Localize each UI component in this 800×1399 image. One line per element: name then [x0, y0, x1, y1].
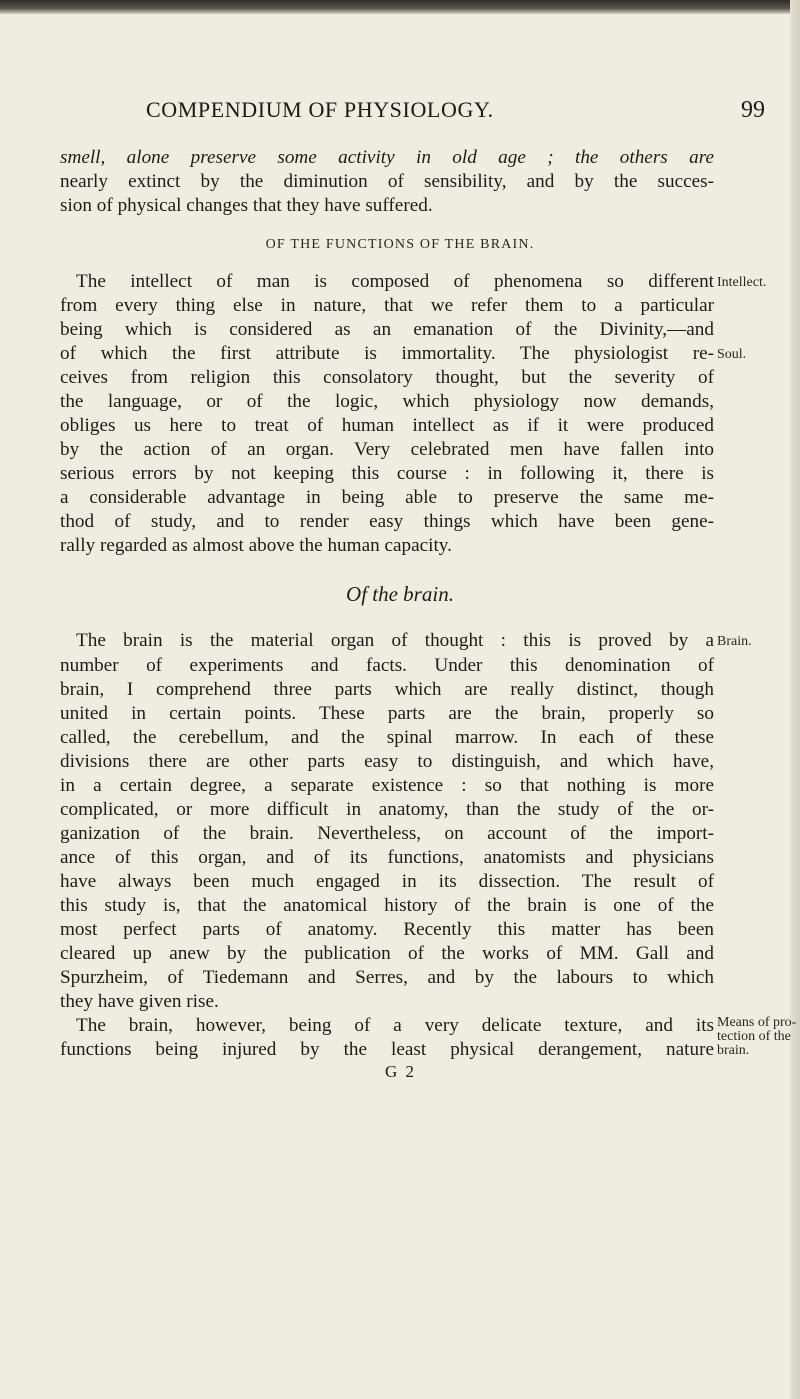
text-line: serious errors by not keeping this course : in following it, there is	[60, 463, 714, 484]
text-line: thod of study, and to render easy things which have been gene-	[60, 511, 714, 532]
text-line: brain, I comprehend three parts which are really distinct, though	[60, 679, 714, 700]
margin-note-means-2: tection of the	[717, 1029, 791, 1044]
text-line: obliges us here to treat of human intellect as if it were produced	[60, 415, 714, 436]
text-line: being which is considered as an emanation of the Divinity,—and	[60, 319, 714, 340]
text-line: the language, or of the logic, which physiology now demands,	[60, 391, 714, 412]
text-line: Spurzheim, of Tiedemann and Serres, and by the labours to which	[60, 967, 714, 988]
text-line: ance of this organ, and of its functions, anatomists and physicians	[60, 847, 714, 868]
text-line: ganization of the brain. Nevertheless, on account of the import-	[60, 823, 714, 844]
text-line: a considerable advantage in being able to preserve the same me-	[60, 487, 714, 508]
text-line: functions being injured by the least physical derangement, nature	[60, 1039, 714, 1060]
section-heading: OF THE FUNCTIONS OF THE BRAIN.	[265, 237, 535, 252]
text-line: The brain is the material organ of thought : this is proved by a	[76, 630, 714, 651]
text-line: The brain, however, being of a very delicate texture, and its	[76, 1015, 714, 1036]
text-line: The intellect of man is composed of phenomena so different	[76, 271, 714, 292]
margin-note-intellect: Intellect.	[717, 275, 767, 290]
text-line: smell, alone preserve some activity in old age ; the others are	[60, 147, 714, 168]
running-title: COMPENDIUM OF PHYSIOLOGY.	[146, 97, 494, 122]
margin-note-brain: Brain.	[717, 634, 752, 649]
text-line: rally regarded as almost above the human capacity.	[60, 535, 452, 556]
margin-note-soul: Soul.	[717, 347, 747, 362]
page-right-edge	[790, 0, 800, 1399]
text-line: called, the cerebellum, and the spinal marrow. In each of these	[60, 727, 714, 748]
signature-mark: G 2	[385, 1062, 417, 1081]
text-line: most perfect parts of anatomy. Recently this matter has been	[60, 919, 714, 940]
page-number: 99	[741, 97, 765, 123]
text-line: nearly extinct by the diminution of sensibility, and by the succes-	[60, 171, 714, 192]
text-line: divisions there are other parts easy to distinguish, and which have,	[60, 751, 714, 772]
text-line: by the action of an organ. Very celebrated men have fallen into	[60, 439, 714, 460]
text-line: of which the first attribute is immortality. The physiologist re-	[60, 343, 714, 364]
text-line: complicated, or more difficult in anatomy, than the study of the or-	[60, 799, 714, 820]
text-line: from every thing else in nature, that we refer them to a particular	[60, 295, 714, 316]
text-line: number of experiments and facts. Under this denomination of	[60, 655, 714, 676]
text-line: in a certain degree, a separate existence : so that nothing is more	[60, 775, 714, 796]
text-line: sion of physical changes that they have suffered.	[60, 195, 433, 216]
subsection-heading: Of the brain.	[346, 582, 454, 606]
text-line: ceives from religion this consolatory thought, but the severity of	[60, 367, 714, 388]
text-line: they have given rise.	[60, 991, 219, 1012]
page-top-edge	[0, 0, 800, 14]
text-line: cleared up anew by the publication of the works of MM. Gall and	[60, 943, 714, 964]
margin-note-means-3: brain.	[717, 1043, 750, 1058]
text-line: have always been much engaged in its dissection. The result of	[60, 871, 714, 892]
text-line: this study is, that the anatomical history of the brain is one of the	[60, 895, 714, 916]
text-line: united in certain points. These parts are the brain, properly so	[60, 703, 714, 724]
margin-note-means-1: Means of pro-	[717, 1015, 797, 1030]
